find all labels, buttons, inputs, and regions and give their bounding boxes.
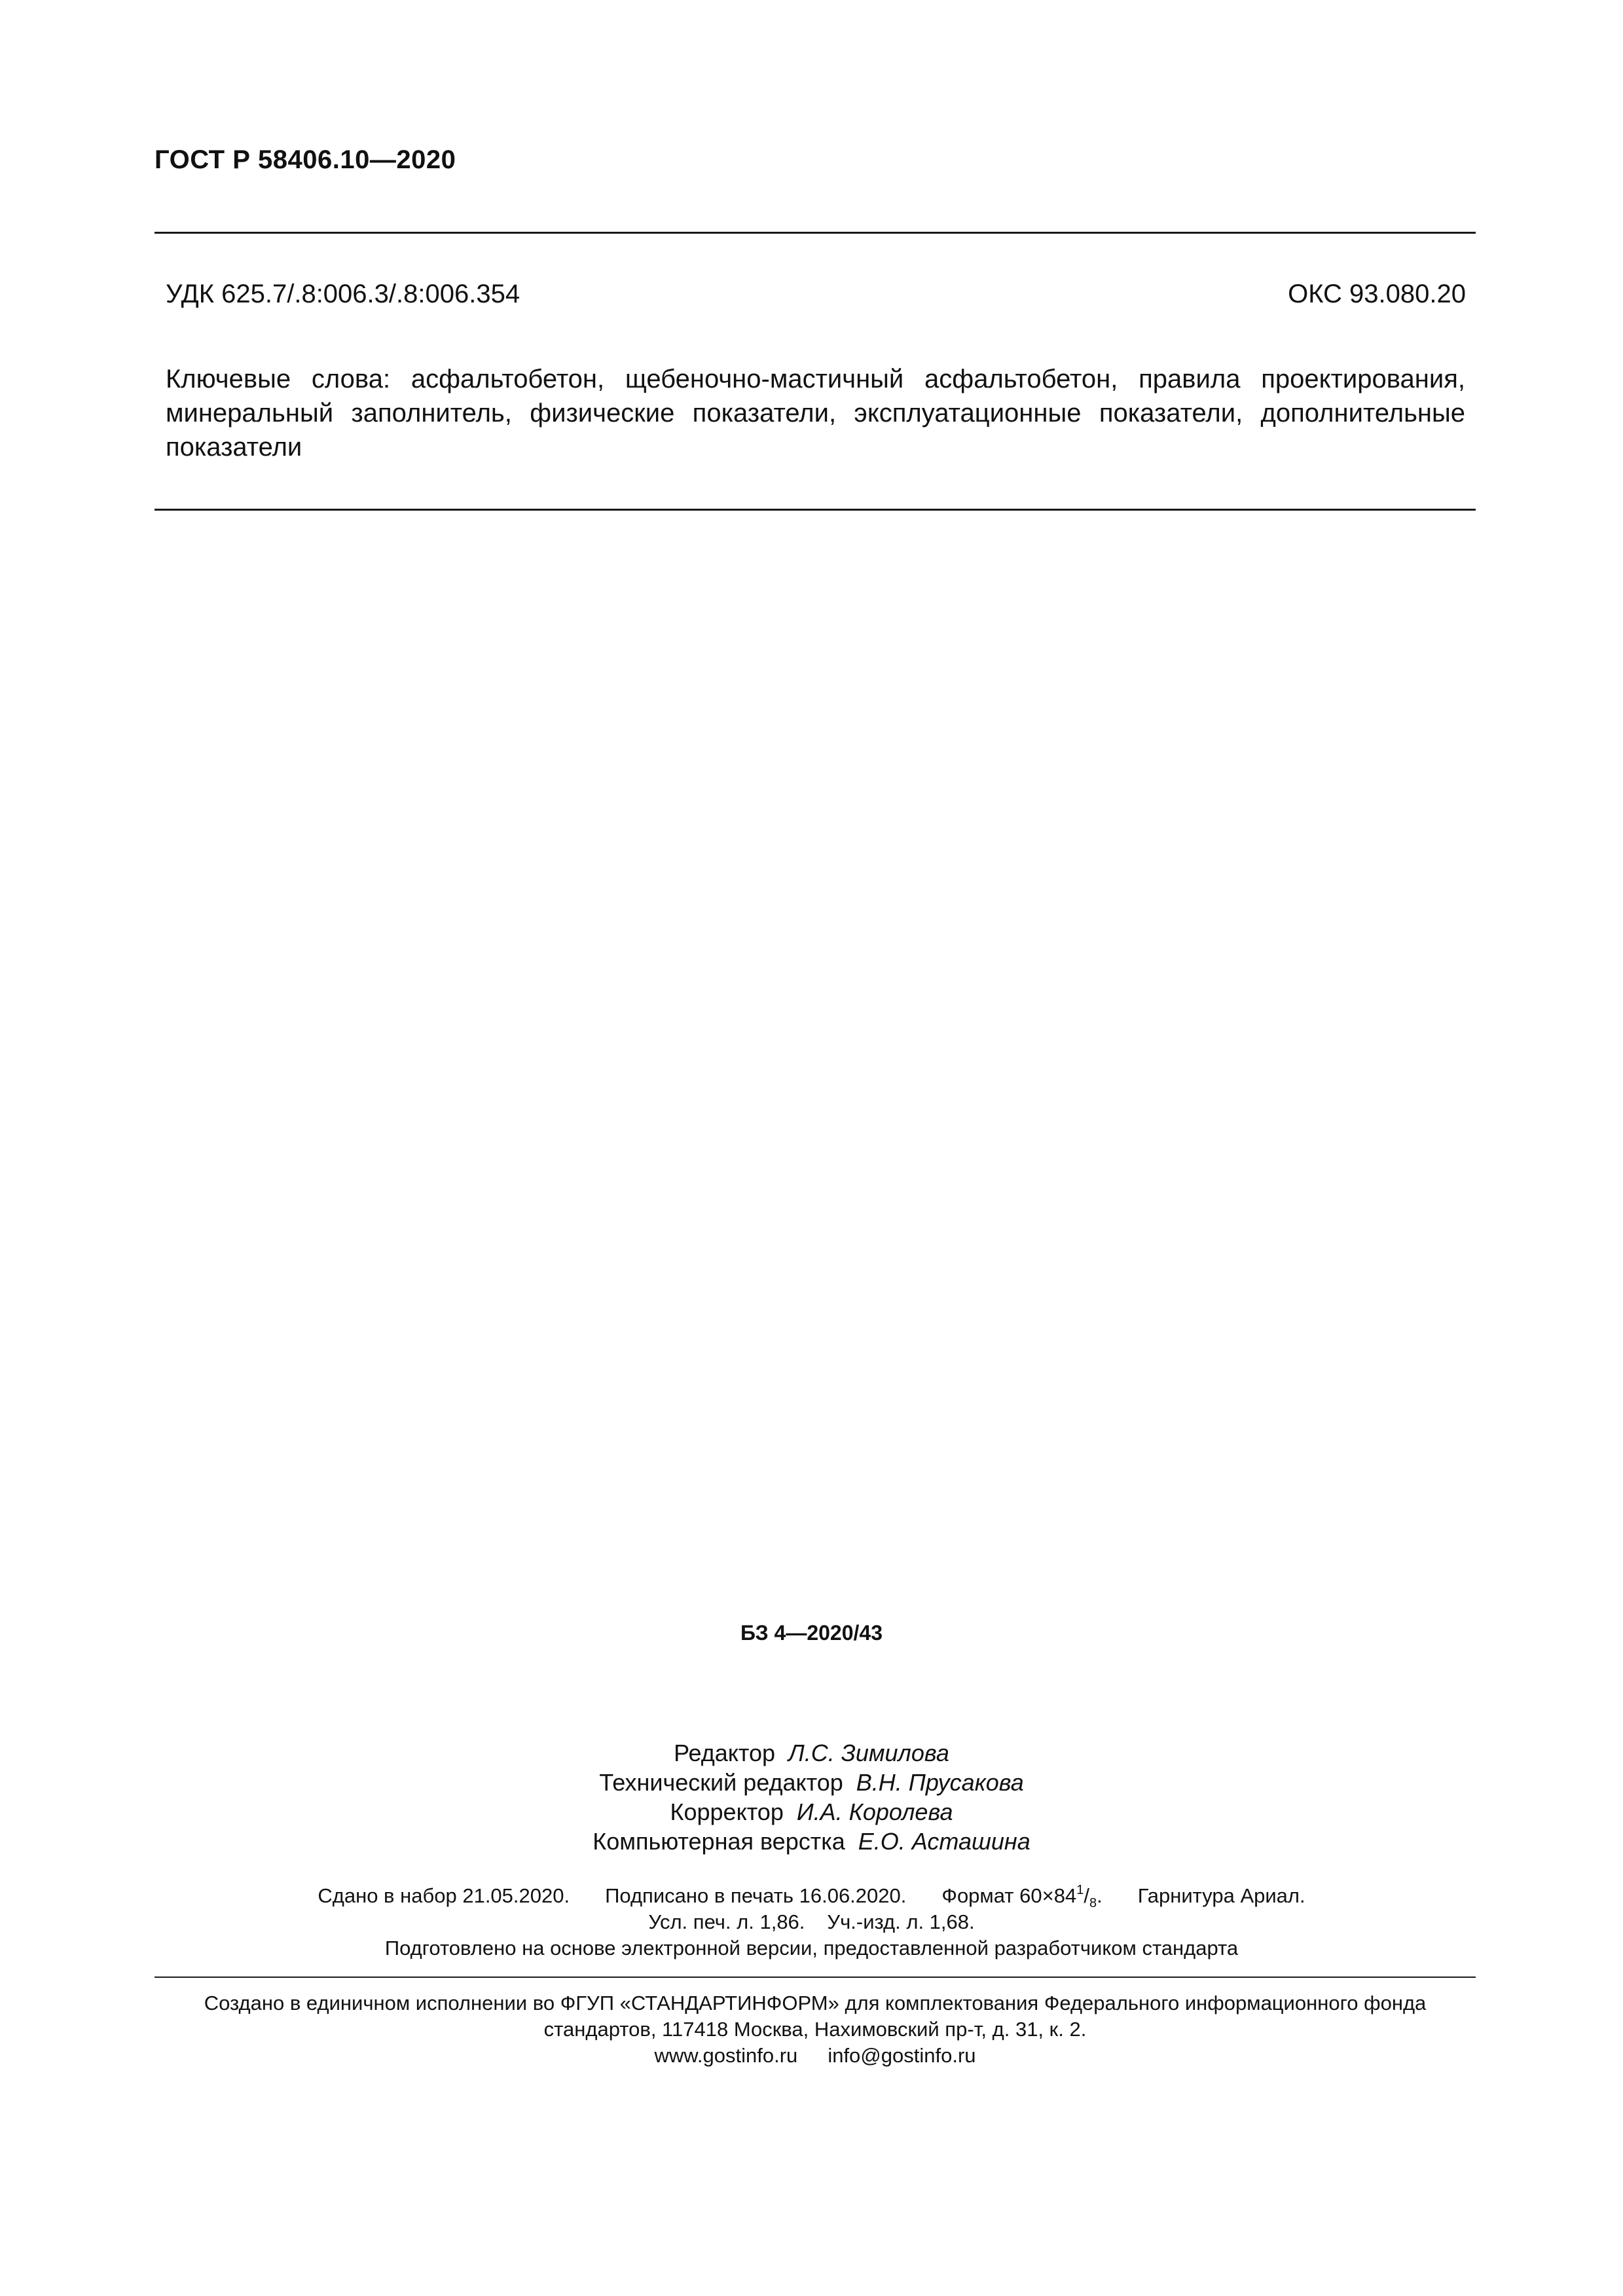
bz-number: БЗ 4—2020/43 xyxy=(740,1621,883,1645)
publisher-line: Создано в единичном исполнении во ФГУП «СТАНДАРТИНФОРМ» для комплектования Федерального информационного фонда xyxy=(204,1992,1427,2014)
format-suffix: . xyxy=(1097,1884,1103,1907)
publisher-contacts xyxy=(155,2043,1476,2069)
publisher-address: стандартов, 117418 Москва, Нахимовский пр-т, д. 31, к. 2. xyxy=(543,2018,1087,2041)
keywords-block xyxy=(166,362,1465,464)
typeface: Гарнитура Ариал. xyxy=(1137,1884,1305,1907)
format-separator: / xyxy=(1084,1884,1089,1907)
header-divider xyxy=(155,232,1476,234)
publisher-divider xyxy=(155,1977,1476,1978)
credit-editor xyxy=(0,1738,1623,1768)
credit-name: В.Н. Прусакова xyxy=(856,1769,1024,1796)
publication-sheets: Уч.-изд. л. 1,68. xyxy=(827,1910,975,1933)
format-numerator: 1 xyxy=(1076,1882,1084,1897)
udk-code: УДК 625.7/.8:006.3/.8:006.354 xyxy=(166,280,520,308)
credit-name: Л.С. Зимилова xyxy=(788,1740,949,1766)
credit-role: Редактор xyxy=(674,1740,776,1766)
print-sheets: Усл. печ. л. 1,86. xyxy=(648,1910,805,1933)
credit-role: Компьютерная верстка xyxy=(593,1828,845,1855)
sheets-row xyxy=(0,1909,1623,1935)
signed-date: Подписано в печать 16.06.2020. xyxy=(605,1884,907,1907)
prepared-note: Подготовлено на основе электронной версии, предоставленной разработчиком стандарта xyxy=(384,1937,1239,1959)
credit-tech-editor xyxy=(0,1768,1623,1797)
keywords-line: минеральный заполнитель, физические показатели, эксплуатационные показатели, дополнительные xyxy=(166,399,1465,428)
format-prefix: Формат 60×84 xyxy=(941,1884,1077,1907)
oks-code: ОКС 93.080.20 xyxy=(1288,280,1466,308)
email-link[interactable]: info@gostinfo.ru xyxy=(828,2044,976,2067)
typeset-date: Сдано в набор 21.05.2020. xyxy=(318,1884,570,1907)
keywords-line: показатели xyxy=(166,433,302,462)
credit-layout xyxy=(0,1827,1623,1856)
format-denominator: 8 xyxy=(1089,1896,1097,1911)
credit-name: И.А. Королева xyxy=(796,1798,953,1825)
credit-name: Е.О. Асташина xyxy=(858,1828,1030,1855)
credits-block xyxy=(0,1738,1623,1856)
credit-role: Корректор xyxy=(670,1798,784,1825)
credit-role: Технический редактор xyxy=(599,1769,843,1796)
document-code: ГОСТ Р 58406.10—2020 xyxy=(155,145,456,174)
paper-format xyxy=(941,1882,1103,1911)
publisher-block xyxy=(155,1990,1476,2069)
print-details-row xyxy=(0,1883,1623,1909)
keywords-divider xyxy=(155,509,1476,511)
website-link[interactable]: www.gostinfo.ru xyxy=(654,2044,798,2067)
print-info-block xyxy=(0,1883,1623,1961)
keywords-line: Ключевые слова: асфальтобетон, щебеночно-мастичный асфальтобетон, правила проектирования, xyxy=(166,365,1465,393)
credit-corrector xyxy=(0,1797,1623,1827)
